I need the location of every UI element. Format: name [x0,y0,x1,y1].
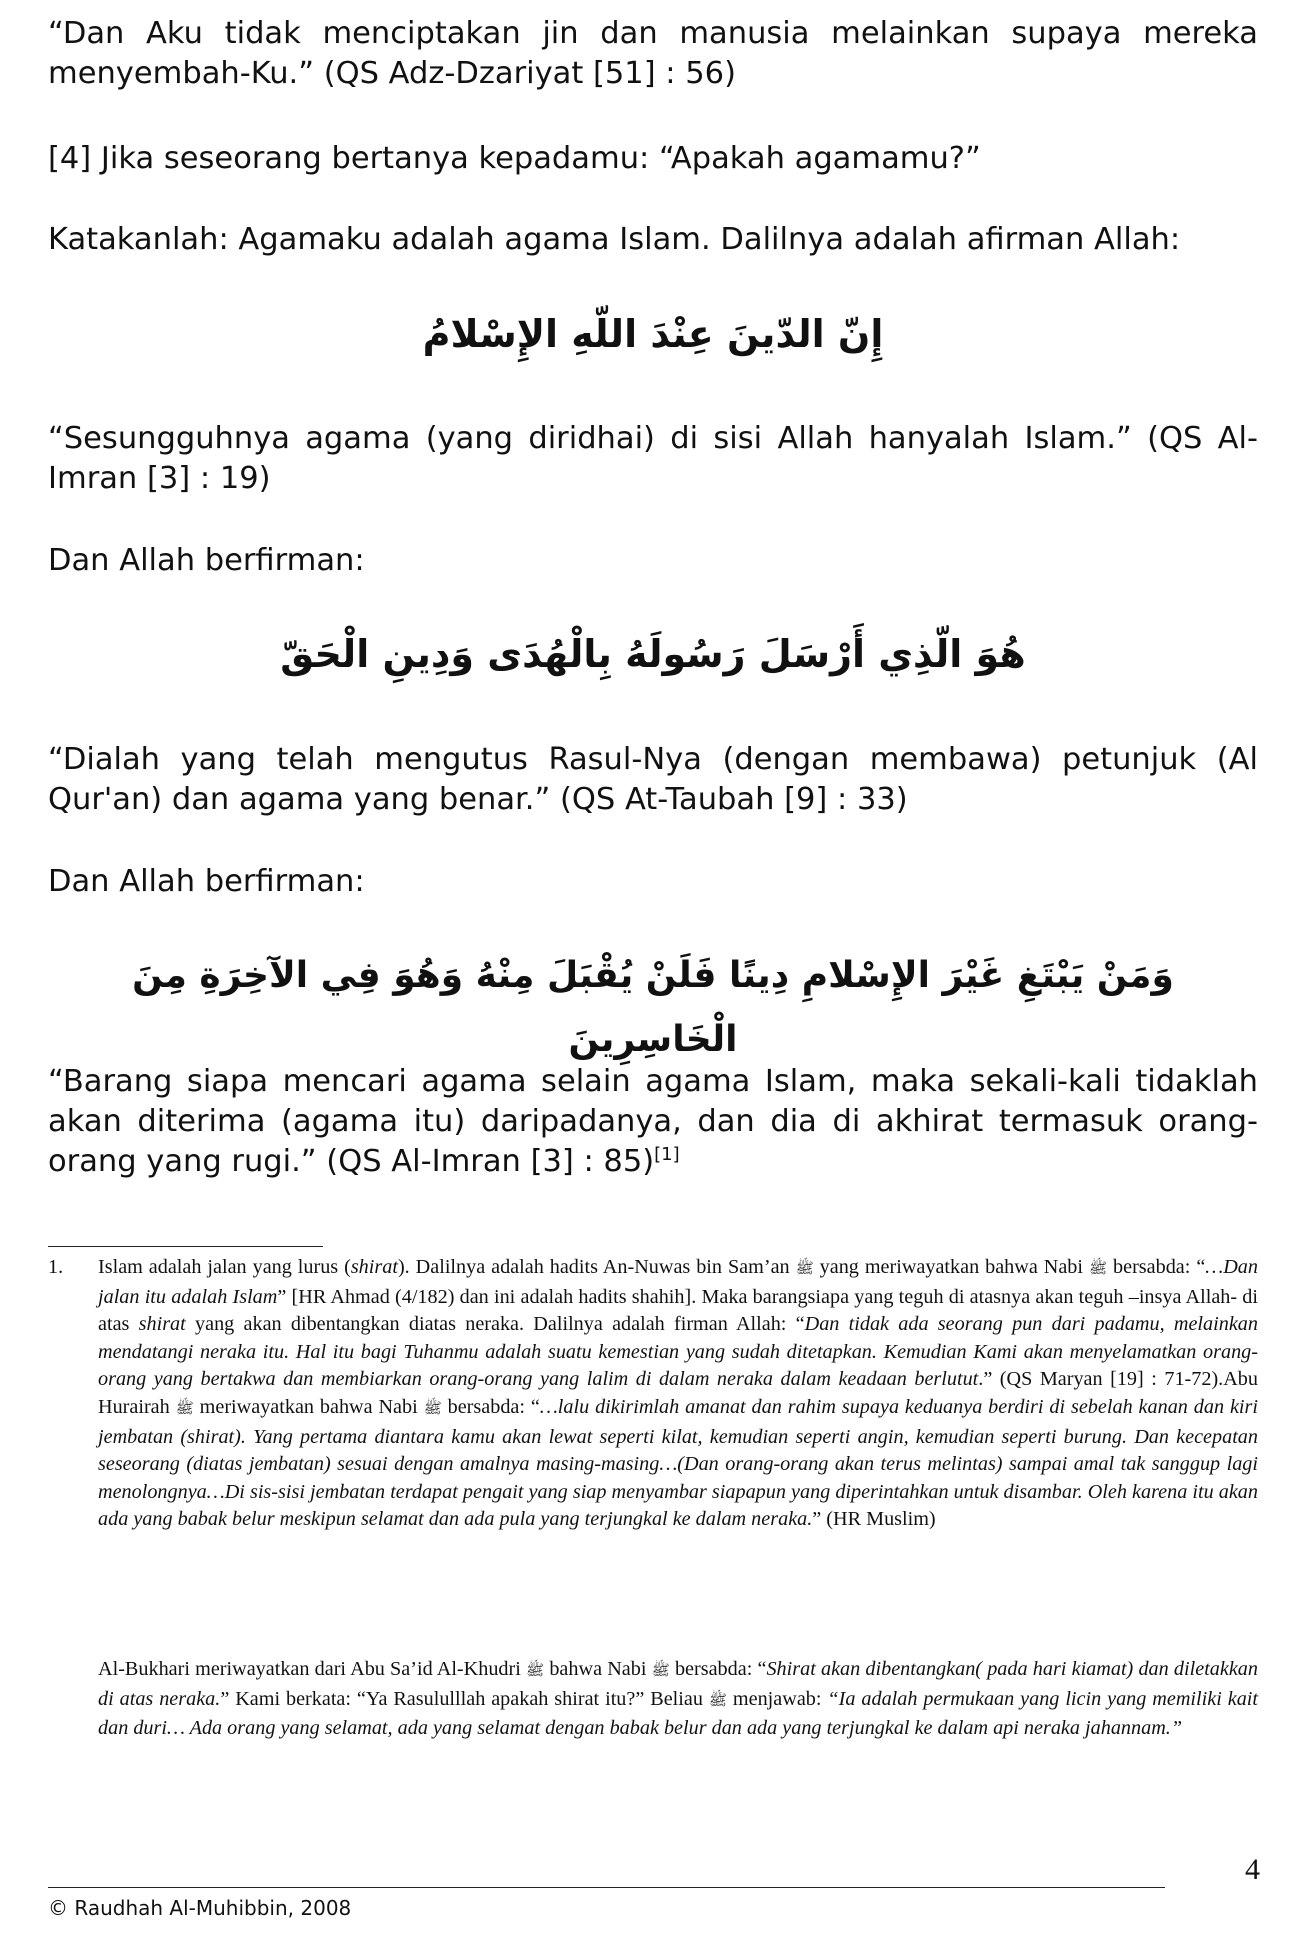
honorific-symbol-icon: ﷺ [1088,1261,1108,1277]
verse-translation-adz-dzariyat: “Dan Aku tidak menciptakan jin dan manusia melainkan supaya mereka menyembah-Ku.” (QS Adz-Dzariyat [51] : 56) [48,16,1258,91]
page-number: 4 [1245,1853,1260,1886]
verse-translation-al-imran-19: “Sesungguhnya agama (yang diridhai) di sisi Allah hanyalah Islam.” (QS Al-Imran [3] : 19) [48,421,1258,496]
honorific-symbol-icon: ﷺ [526,1663,545,1679]
honorific-symbol-icon: ﷺ [423,1400,442,1417]
verse-translation-al-imran-85 [48,1062,1258,1182]
copyright-footer: © Raudhah Al-Muhibbin, 2008 [48,1896,352,1920]
verse-translation-at-taubah: “Dialah yang telah mengutus Rasul-Nya (dengan membawa) petunjuk (Al Qur'an) dan agama yang benar.” (QS At-Taubah [9] : 33) [48,742,1258,817]
honorific-symbol-icon: ﷺ [651,1663,670,1679]
footnote-separator [48,1246,323,1247]
arabic-verse-2: هُوَ الّذِي أَرْسَلَ رَسُولَهُ بِالْهُدَى وَدِينِ الْحَقّ [280,632,1026,676]
footnote-reference: [1] [654,1143,680,1165]
footer-separator [48,1887,1165,1888]
arabic-verse-1: إِنّ الدّينَ عِنْدَ اللّهِ الإِسْلامُ [422,312,884,356]
answer-intro: Katakanlah: Agamaku adalah agama Islam. Dalilnya adalah afirman Allah: [48,222,1181,257]
arabic-verse-3: وَمَنْ يَبْتَغِ غَيْرَ الإِسْلامِ دِينًا فَلَنْ يُقْبَلَ مِنْهُ وَهُوَ فِي الآخِرَةِ مِنَ الْخَاسِرِينَ [132,955,1174,1060]
verse-text: “Barang siapa mencari agama selain agama Islam, maka sekali-kali tidaklah akan diterima (agama itu) daripadanya, dan dia di akhirat termasuk orang-orang yang rugi.” (QS Al-Imran [3] : 85) [48,1064,1258,1179]
footnote-body: Islam adalah jalan yang lurus (shirat). Dalilnya adalah hadits An-Nuwas bin Sam’an ﷺ yang meriwayatkan bahwa Nabi ﷺ bersabda: “…Dan jalan itu adalah Islam” [HR Ahmad (4/182) dan ini adalah hadits shahih]. Maka barangsiapa yang teguh di atasnya akan teguh –insya Allah- di atas shirat yang akan dibentangkan diatas neraka. Dalilnya adalah firman Allah: “Dan tidak ada seorang pun dari padamu, melainkan mendatangi neraka itu. Hal itu bagi Tuhanmu adalah suatu kemestian yang sudah ditetapkan. Kemudian Kami akan menyelamatkan orang-orang yang bertakwa dan membiarkan orang-orang yang lalim di dalam neraka dalam keadaan berlutut.” (QS Maryan [19] : 71-72).Abu Hurairah ﷺ meriwayatkan bahwa Nabi ﷺ bersabda: “…lalu dikirimlah amanat dan rahim supaya keduanya berdiri di sebelah kanan dan kiri jembatan (shirat). Yang pertama diantara kamu akan lewat seperti kilat, kemudian seperti angin, kemudian seperti burung. Dan kecepatan seseorang (diatas jembatan) sesuai dengan amalnya masing-masing…(Dan orang-orang akan terus melintas) sampai amal tak sanggup lagi menolongnya…Di sis-sisi jembatan terdapat pengait yang siap menyambar siapapun yang diperintahkan untuk disambar. Oleh karena itu akan ada yang babak belur meskipun selamat dan ada pula yang terjungkal ke dalam neraka.” (HR Muslim) [98,1256,1258,1531]
footnote-body-2: Al-Bukhari meriwayatkan dari Abu Sa’id Al-Khudri ﷺ bahwa Nabi ﷺ bersabda: “Shirat akan dibentangkan( pada hari kiamat) dan diletakkan di atas neraka.” Kami berkata: “Ya Rasululllah apakah shirat itu?” Beliau ﷺ menjawab: “Ia adalah permukaan yang licin yang memiliki kait dan duri… Ada orang yang selamat, ada yang selamat dengan babak belur dan ada yang terjungkal ke dalam api neraka jahannam.” [98,1658,1259,1740]
question-4: [4] Jika seseorang bertanya kepadamu: “Apakah agamamu?” [48,141,981,176]
honorific-symbol-icon: ﷺ [795,1261,814,1277]
firman-intro-1: Dan Allah berfirman: [48,543,365,578]
honorific-symbol-icon: ﷺ [708,1692,727,1709]
firman-intro-2: Dan Allah berfirman: [48,864,365,899]
footnote-number: 1. [48,1256,64,1278]
honorific-symbol-icon: ﷺ [175,1400,194,1417]
